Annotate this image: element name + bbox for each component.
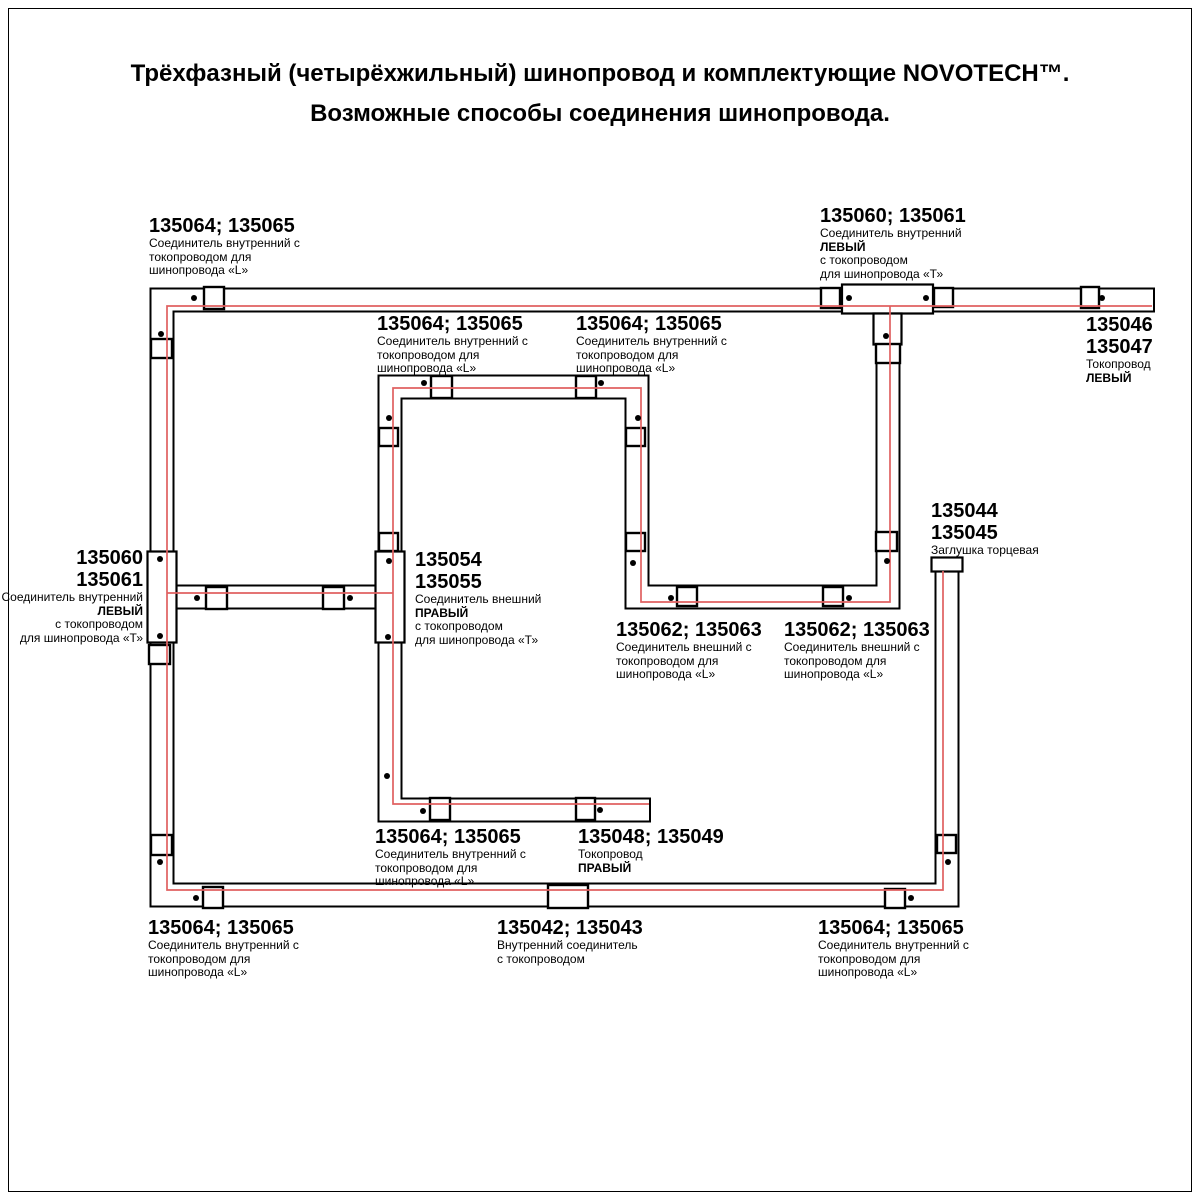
label-connector-inner-L-mid-left: 135064; 135065 Соединитель внутренний с токопроводом для шинопровода «L» (377, 313, 528, 375)
label-end-cap: 135044 135045 Заглушка торцевая (931, 500, 1039, 557)
label-connector-inner-straight: 135042; 135043 Внутренний соединитель с токопроводом (497, 917, 643, 966)
top-tee-body (842, 285, 933, 314)
end-cap (932, 558, 963, 572)
label-connector-inner-L-feed-corner: 135064; 135065 Соединитель внутренний с токопроводом для шинопровода «L» (375, 826, 526, 888)
label-power-feed-left: 135046 135047 Токопровод ЛЕВЫЙ (1086, 314, 1153, 385)
label-connector-inner-L-top-left: 135064; 135065 Соединитель внутренний с токопроводом для шинопровода «L» (149, 215, 300, 277)
page-title-line2: Возможные способы соединения шинопровода. (310, 100, 890, 127)
label-connector-inner-L-bottom-left: 135064; 135065 Соединитель внутренний с токопроводом для шинопровода «L» (148, 917, 299, 979)
top-tee-leg-stub (874, 314, 902, 345)
label-connector-inner-left-T-top: 135060; 135061 Соединитель внутренний ЛЕВЫЙ с токопроводом для шинопровода «Т» (820, 205, 966, 281)
mid-tee-body (376, 552, 405, 643)
label-connector-outer-right-T: 135054 135055 Соединитель внешний ПРАВЫЙ с токопроводом для шинопровода «Т» (415, 549, 542, 647)
label-connector-inner-L-bottom-right: 135064; 135065 Соединитель внутренний с токопроводом для шинопровода «L» (818, 917, 969, 979)
label-connector-inner-L-mid-right: 135064; 135065 Соединитель внутренний с токопроводом для шинопровода «L» (576, 313, 727, 375)
page-title-line1: Трёхфазный (четырёхжильный) шинопровод и комплектующие NOVOTECH™. (130, 60, 1070, 87)
track-network-channel (159, 298, 1153, 895)
left-tee-body (148, 552, 177, 643)
label-connector-inner-left-T-side: 135060 135061 Соединитель внутренний ЛЕВЫЙ с токопроводом для шинопровода «Т» (1, 547, 143, 645)
label-connector-outer-L-left: 135062; 135063 Соединитель внешний с токопроводом для шинопровода «L» (616, 619, 762, 681)
label-connector-outer-L-right: 135062; 135063 Соединитель внешний с токопроводом для шинопровода «L» (784, 619, 930, 681)
label-power-feed-right: 135048; 135049 Токопровод ПРАВЫЙ (578, 826, 724, 875)
